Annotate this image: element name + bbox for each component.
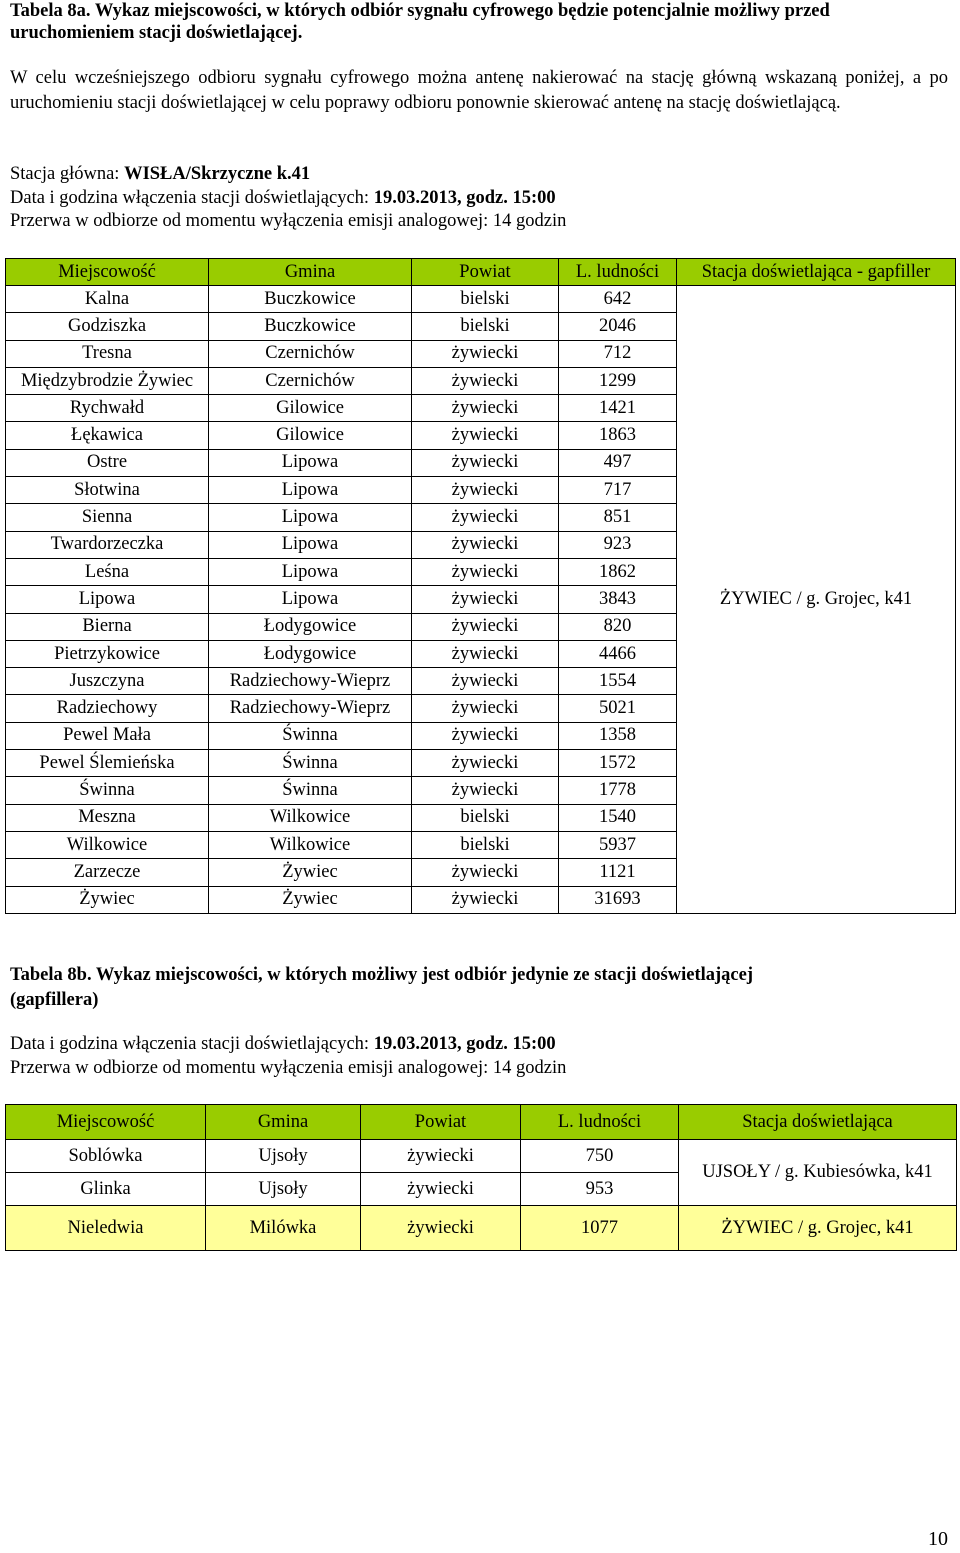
- cell-ludnosc: 851: [559, 504, 677, 531]
- cell-ludnosc: 717: [559, 477, 677, 504]
- cell-gmina: Świnna: [209, 750, 412, 777]
- table-8b-date-line: [10, 1032, 556, 1056]
- cell-ludnosc: 31693: [559, 886, 677, 913]
- cell-gmina: Milówka: [206, 1206, 361, 1251]
- cell-gmina: Czernichów: [209, 367, 412, 394]
- cell-powiat: żywiecki: [412, 395, 559, 422]
- table-row: [6, 1140, 957, 1173]
- cell-miejscowosc: Zarzecze: [6, 859, 209, 886]
- cell-gmina: Wilkowice: [209, 804, 412, 831]
- cell-miejscowosc: Kalna: [6, 286, 209, 313]
- cell-stacja-zywiec: ŻYWIEC / g. Grojec, k41: [679, 1206, 957, 1251]
- cell-gmina: Czernichów: [209, 340, 412, 367]
- cell-miejscowosc: Glinka: [6, 1173, 206, 1206]
- cell-gmina: Lipowa: [209, 504, 412, 531]
- col-header-miejscowosc: Miejscowość: [6, 1105, 206, 1140]
- cell-ludnosc: 1358: [559, 722, 677, 749]
- cell-gmina: Świnna: [209, 777, 412, 804]
- cell-miejscowosc: Międzybrodzie Żywiec: [6, 367, 209, 394]
- main-station-value: WISŁA/Skrzyczne k.41: [124, 164, 311, 184]
- cell-powiat: bielski: [412, 804, 559, 831]
- table-8b-title-line2: (gapfillera): [10, 990, 99, 1010]
- cell-miejscowosc: Sienna: [6, 504, 209, 531]
- cell-stacja-ujsoly: UJSOŁY / g. Kubiesówka, k41: [679, 1140, 957, 1206]
- cell-ludnosc: 1299: [559, 367, 677, 394]
- cell-ludnosc: 1554: [559, 668, 677, 695]
- cell-powiat: żywiecki: [412, 695, 559, 722]
- cell-ludnosc: 1421: [559, 395, 677, 422]
- cell-ludnosc: 642: [559, 286, 677, 313]
- cell-gmina: Gilowice: [209, 422, 412, 449]
- cell-ludnosc: 497: [559, 449, 677, 476]
- col-header-ludnosc: L. ludności: [559, 259, 677, 286]
- cell-gmina: Żywiec: [209, 886, 412, 913]
- col-header-ludnosc: L. ludności: [521, 1105, 679, 1140]
- cell-ludnosc: 3843: [559, 586, 677, 613]
- cell-powiat: żywiecki: [412, 558, 559, 585]
- cell-ludnosc: 2046: [559, 313, 677, 340]
- cell-miejscowosc: Bierna: [6, 613, 209, 640]
- cell-miejscowosc: Juszczyna: [6, 668, 209, 695]
- cell-powiat: żywiecki: [361, 1140, 521, 1173]
- cell-miejscowosc: Tresna: [6, 340, 209, 367]
- cell-ludnosc: 820: [559, 613, 677, 640]
- cell-miejscowosc: Pietrzykowice: [6, 640, 209, 667]
- cell-ludnosc: 953: [521, 1173, 679, 1206]
- table-8b-date-value: 19.03.2013, godz. 15:00: [373, 1034, 556, 1054]
- col-header-powiat: Powiat: [361, 1105, 521, 1140]
- cell-miejscowosc: Pewel Ślemieńska: [6, 750, 209, 777]
- cell-powiat: żywiecki: [412, 668, 559, 695]
- main-station-line: [10, 162, 310, 186]
- table-8a: [5, 258, 956, 914]
- table-8a-header-row: [6, 259, 956, 286]
- cell-powiat: żywiecki: [412, 504, 559, 531]
- cell-powiat: żywiecki: [361, 1173, 521, 1206]
- cell-powiat: żywiecki: [412, 750, 559, 777]
- activation-date-value: 19.03.2013, godz. 15:00: [373, 188, 556, 208]
- cell-gmina: Lipowa: [209, 531, 412, 558]
- cell-ludnosc: 750: [521, 1140, 679, 1173]
- cell-powiat: żywiecki: [412, 422, 559, 449]
- cell-powiat: żywiecki: [412, 449, 559, 476]
- table-8a-body: [6, 286, 956, 914]
- cell-gmina: Ujsoły: [206, 1173, 361, 1206]
- cell-ludnosc: 4466: [559, 640, 677, 667]
- cell-powiat: żywiecki: [412, 859, 559, 886]
- table-8b: [5, 1104, 957, 1251]
- cell-gmina: Ujsoły: [206, 1140, 361, 1173]
- table-8a-title-line1: Tabela 8a. Wykaz miejscowości, w których odbiór sygnału cyfrowego będzie potencjalnie możliwy przed: [10, 1, 830, 21]
- cell-powiat: żywiecki: [412, 367, 559, 394]
- cell-gmina: Łodygowice: [209, 613, 412, 640]
- table-row-highlighted: [6, 1206, 957, 1251]
- break-duration-line: Przerwa w odbiorze od momentu wyłączenia emisji analogowej: 14 godzin: [10, 211, 567, 231]
- cell-gmina: Lipowa: [209, 558, 412, 585]
- cell-miejscowosc: Twardorzeczka: [6, 531, 209, 558]
- table-8b-header-row: [6, 1105, 957, 1140]
- cell-powiat: żywiecki: [412, 613, 559, 640]
- cell-ludnosc: 1572: [559, 750, 677, 777]
- cell-gmina: Lipowa: [209, 449, 412, 476]
- cell-ludnosc: 1121: [559, 859, 677, 886]
- cell-miejscowosc: Łękawica: [6, 422, 209, 449]
- cell-gmina: Buczkowice: [209, 313, 412, 340]
- cell-miejscowosc: Świnna: [6, 777, 209, 804]
- cell-gmina: Radziechowy-Wieprz: [209, 668, 412, 695]
- cell-miejscowosc: Leśna: [6, 558, 209, 585]
- cell-miejscowosc: Lipowa: [6, 586, 209, 613]
- page-number: 10: [928, 1528, 948, 1550]
- col-header-gmina: Gmina: [206, 1105, 361, 1140]
- cell-ludnosc: 1540: [559, 804, 677, 831]
- cell-miejscowosc: Żywiec: [6, 886, 209, 913]
- cell-powiat: żywiecki: [412, 722, 559, 749]
- cell-ludnosc: 1862: [559, 558, 677, 585]
- col-header-stacja: Stacja doświetlająca - gapfiller: [677, 259, 956, 286]
- cell-miejscowosc: Meszna: [6, 804, 209, 831]
- cell-ludnosc: 5937: [559, 831, 677, 858]
- col-header-stacja: Stacja doświetlająca: [679, 1105, 957, 1140]
- cell-miejscowosc: Godziszka: [6, 313, 209, 340]
- cell-powiat: żywiecki: [412, 586, 559, 613]
- cell-gmina: Świnna: [209, 722, 412, 749]
- cell-miejscowosc: Ostre: [6, 449, 209, 476]
- cell-miejscowosc: Wilkowice: [6, 831, 209, 858]
- cell-powiat: żywiecki: [412, 777, 559, 804]
- table-8a-title-line2: uruchomieniem stacji doświetlającej.: [10, 23, 303, 43]
- table-8b-title: [10, 963, 950, 1013]
- cell-miejscowosc: Słotwina: [6, 477, 209, 504]
- cell-powiat: żywiecki: [412, 340, 559, 367]
- cell-ludnosc: 923: [559, 531, 677, 558]
- cell-miejscowosc: Soblówka: [6, 1140, 206, 1173]
- cell-ludnosc: 1077: [521, 1206, 679, 1251]
- col-header-gmina: Gmina: [209, 259, 412, 286]
- table-8b-break-line: Przerwa w odbiorze od momentu wyłączenia emisji analogowej: 14 godzin: [10, 1058, 567, 1078]
- cell-powiat: bielski: [412, 831, 559, 858]
- cell-powiat: żywiecki: [361, 1206, 521, 1251]
- cell-ludnosc: 5021: [559, 695, 677, 722]
- table-8b-title-line1: Tabela 8b. Wykaz miejscowości, w których możliwy jest odbiór jedynie ze stacji doświetlającej: [10, 965, 753, 985]
- cell-gmina: Żywiec: [209, 859, 412, 886]
- activation-date-line: [10, 186, 556, 210]
- cell-miejscowosc: Nieledwia: [6, 1206, 206, 1251]
- col-header-miejscowosc: Miejscowość: [6, 259, 209, 286]
- cell-powiat: żywiecki: [412, 886, 559, 913]
- cell-powiat: żywiecki: [412, 477, 559, 504]
- cell-gmina: Radziechowy-Wieprz: [209, 695, 412, 722]
- table-row: [6, 286, 956, 313]
- cell-powiat: bielski: [412, 286, 559, 313]
- cell-ludnosc: 1778: [559, 777, 677, 804]
- cell-miejscowosc: Pewel Mała: [6, 722, 209, 749]
- table-8b-date-label: Data i godzina włączenia stacji doświetlających:: [10, 1034, 374, 1054]
- cell-powiat: bielski: [412, 313, 559, 340]
- cell-gmina: Gilowice: [209, 395, 412, 422]
- table-8a-title: [10, 0, 950, 44]
- cell-ludnosc: 1863: [559, 422, 677, 449]
- cell-ludnosc: 712: [559, 340, 677, 367]
- cell-gmina: Łodygowice: [209, 640, 412, 667]
- cell-gmina: Lipowa: [209, 477, 412, 504]
- col-header-powiat: Powiat: [412, 259, 559, 286]
- cell-miejscowosc: Rychwałd: [6, 395, 209, 422]
- cell-gmina: Buczkowice: [209, 286, 412, 313]
- cell-gapfiller-station: ŻYWIEC / g. Grojec, k41: [677, 286, 956, 914]
- cell-gmina: Wilkowice: [209, 831, 412, 858]
- intro-paragraph: W celu wcześniejszego odbioru sygnału cyfrowego można antenę nakierować na stację główną wskazaną poniżej, a po uruchomieniu stacji doświetlającej w celu poprawy odbioru ponownie skierować antenę na stację doświetlającą.: [10, 68, 948, 113]
- main-station-label: Stacja główna:: [10, 164, 125, 184]
- cell-powiat: żywiecki: [412, 640, 559, 667]
- activation-date-label: Data i godzina włączenia stacji doświetlających:: [10, 188, 374, 208]
- cell-powiat: żywiecki: [412, 531, 559, 558]
- cell-miejscowosc: Radziechowy: [6, 695, 209, 722]
- cell-gmina: Lipowa: [209, 586, 412, 613]
